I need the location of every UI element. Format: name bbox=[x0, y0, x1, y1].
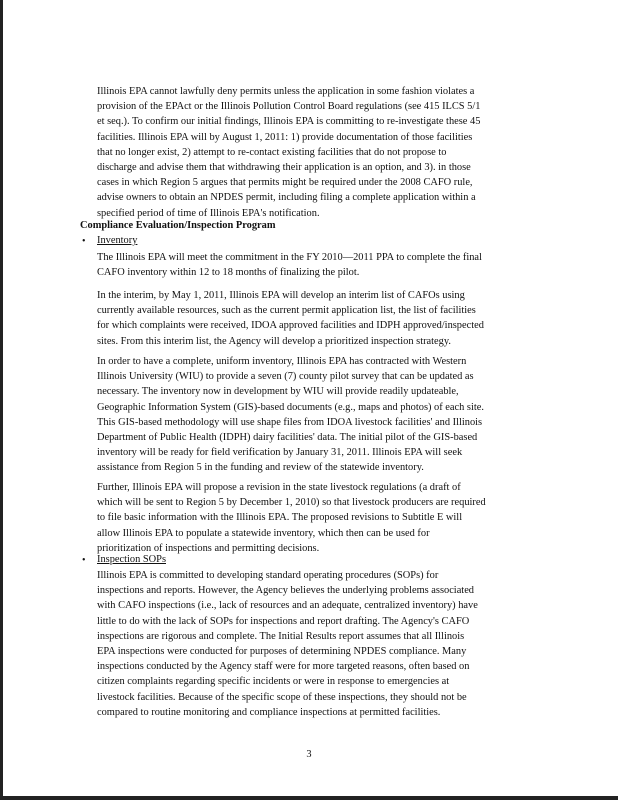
text-line: This GIS-based methodology will use shape files from IDOA livestock facilities' and Illinois bbox=[97, 416, 483, 428]
text-line: that no longer exist, 2) attempt to re-contact existing facilities that do not propose to bbox=[97, 146, 447, 158]
bottom-scan-edge bbox=[0, 796, 618, 800]
text-line: currently available resources, such as the current permit application list, the list of facilities bbox=[97, 305, 476, 317]
inventory-paragraph-4 bbox=[97, 480, 537, 556]
text-line: inspections and reports. However, the Agency believes the underlying problems associated bbox=[97, 585, 475, 597]
text-line: prioritization of inspections and permitting decisions. bbox=[97, 542, 320, 554]
text-line: facilities. Illinois EPA will by August 1, 2011: 1) provide documentation of those facilities bbox=[97, 131, 473, 143]
inventory-paragraph-1 bbox=[97, 250, 537, 280]
text-line: The Illinois EPA will meet the commitment in the FY 2010—2011 PPA to complete the final bbox=[97, 252, 482, 263]
text-line: discharge and advise them that withdrawing their application is an option, and 3). in those bbox=[97, 162, 471, 174]
text-line: compared to routine monitoring and compliance inspections at permitted facilities. bbox=[97, 706, 441, 718]
text-line: inventory will be ready for field verification by January 31, 2011. Illinois EPA will seek bbox=[97, 447, 463, 459]
inventory-paragraph-2 bbox=[97, 288, 537, 349]
text-line: EPA inspections were conducted for purposes of determining NPDES compliance. Many bbox=[97, 646, 467, 658]
text-line: livestock facilities. Because of the specific scope of these inspections, they should not be bbox=[97, 691, 467, 703]
text-line: Further, Illinois EPA will propose a revision in the state livestock regulations (a draft of bbox=[97, 482, 461, 493]
text-line: little to do with the lack of SOPs for inspections and report drafting. The Agency's CAFO bbox=[97, 615, 470, 627]
text-line: allow Illinois EPA to populate a statewide inventory, which then can be used for bbox=[97, 527, 430, 539]
page-number: 3 bbox=[306, 749, 312, 760]
text-line: In the interim, by May 1, 2011, Illinois EPA will develop an interim list of CAFOs using bbox=[97, 290, 465, 301]
text-line: provision of the EPAct or the Illinois Pollution Control Board regulations (see 415 ILCS 5/1 bbox=[97, 101, 481, 113]
text-line: Illinois EPA cannot lawfully deny permits unless the application in some fashion violates a bbox=[97, 86, 475, 97]
text-line: citizen complaints regarding specific incidents or were in response to emergencies at bbox=[97, 676, 450, 688]
intro-paragraph bbox=[97, 84, 537, 221]
text-line: et seq.). To confirm our initial findings, Illinois EPA is committing to re-investigate these 45 bbox=[97, 116, 481, 128]
text-line: sites. From this interim list, the Agency will develop a prioritized inspection strategy. bbox=[97, 335, 451, 347]
text-line: cases in which Region 5 argues that permits might be required under the 2008 CAFO rule, bbox=[97, 177, 473, 189]
inspection-sops-heading: Inspection SOPs bbox=[97, 554, 166, 565]
text-line: Department of Public Health (IDPH) dairy facilities' data. The initial pilot of the GIS-based bbox=[97, 432, 478, 444]
section-heading: Compliance Evaluation/Inspection Program bbox=[80, 220, 276, 231]
text-line: In order to have a complete, uniform inventory, Illinois EPA has contracted with Western bbox=[97, 356, 467, 367]
text-line: CAFO inventory within 12 to 18 months of finalizing the pilot. bbox=[97, 267, 360, 279]
bullet-inventory: • bbox=[82, 236, 86, 247]
bullet-inspection: • bbox=[82, 555, 86, 566]
text-line: with CAFO inspections (i.e., lack of resources and an adequate, centralized inventory) have bbox=[97, 600, 478, 612]
inventory-paragraph-3 bbox=[97, 354, 537, 476]
text-line: which will be sent to Region 5 by December 1, 2010) so that livestock producers are required bbox=[97, 497, 486, 509]
text-line: inspections conducted by the Agency staff were for more targeted reasons, often based on bbox=[97, 661, 470, 673]
text-line: Illinois University (WIU) to provide a seven (7) county pilot survey that can be updated as bbox=[97, 371, 474, 383]
text-line: Illinois EPA is committed to developing standard operating procedures (SOPs) for bbox=[97, 570, 439, 581]
text-line: inspections are rigorous and complete. The Initial Results report assumes that all Illinois bbox=[97, 630, 465, 642]
left-scan-edge bbox=[0, 0, 3, 800]
text-line: for which complaints were received, IDOA approved facilities and IDPH approved/inspected bbox=[97, 320, 484, 332]
inspection-paragraph bbox=[97, 568, 537, 720]
text-line: specified period of time of Illinois EPA's notification. bbox=[97, 207, 320, 219]
text-line: necessary. The inventory now in development by WIU will provide readily updateable, bbox=[97, 386, 459, 398]
text-line: advise owners to obtain an NPDES permit, including filing a complete application within a bbox=[97, 192, 476, 204]
inventory-heading: Inventory bbox=[97, 235, 138, 246]
text-line: assistance from Region 5 in the funding and review of the statewide inventory. bbox=[97, 462, 424, 474]
text-line: to file basic information with the Illinois EPA. The proposed revisions to Subtitle E will bbox=[97, 512, 463, 524]
text-line: Geographic Information System (GIS)-based documents (e.g., maps and photos) of each site. bbox=[97, 401, 484, 413]
